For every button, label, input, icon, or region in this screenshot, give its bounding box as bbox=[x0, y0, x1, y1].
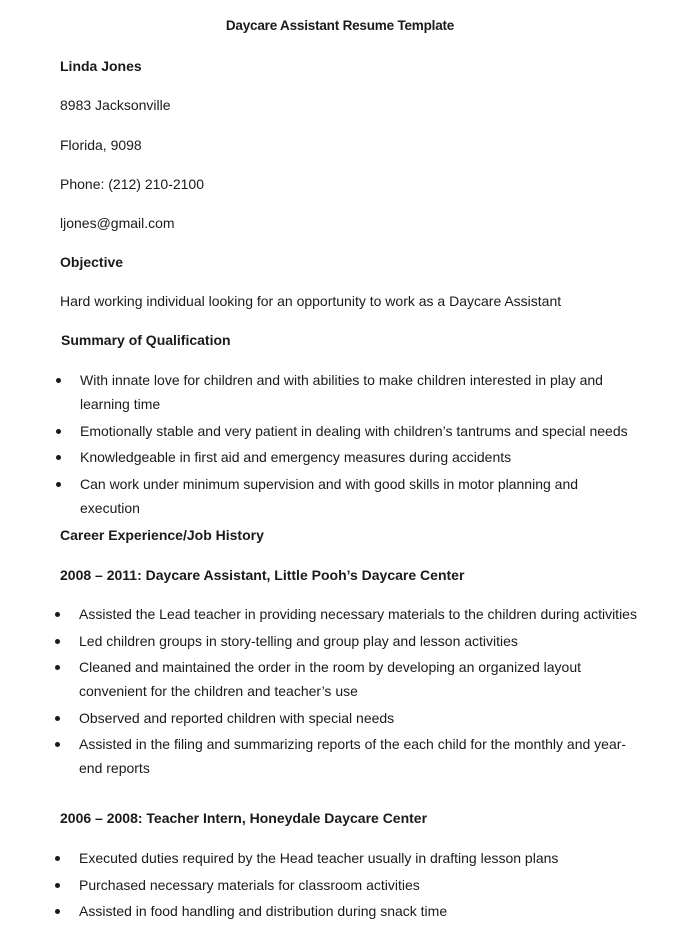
list-item: Executed duties required by the Head teacher usually in drafting lesson plans bbox=[0, 846, 680, 870]
job-title: 2008 – 2011: Daycare Assistant, Little Pooh’s Daycare Center bbox=[60, 567, 465, 583]
list-item: With innate love for children and with abilities to make children interested in play and learning time bbox=[0, 368, 680, 416]
bullet-icon bbox=[55, 742, 60, 747]
bullet-icon bbox=[56, 455, 61, 460]
bullet-icon bbox=[56, 429, 61, 434]
bullet-icon bbox=[56, 378, 61, 383]
job-title: 2006 – 2008: Teacher Intern, Honeydale Daycare Center bbox=[60, 810, 428, 826]
objective-text: Hard working individual looking for an opportunity to work as a Daycare Assistant bbox=[60, 293, 562, 309]
bullet-icon bbox=[55, 665, 60, 670]
document-title: Daycare Assistant Resume Template bbox=[225, 18, 455, 33]
bullet-icon bbox=[55, 612, 60, 617]
bullet-icon bbox=[55, 856, 60, 861]
list-item: Can work under minimum supervision and with good skills in motor planning and execution bbox=[0, 472, 680, 520]
job-duties-list bbox=[0, 846, 680, 926]
list-item: Knowledgeable in first aid and emergency measures during accidents bbox=[0, 445, 680, 469]
list-item: Assisted in food handling and distribution during snack time bbox=[0, 899, 680, 923]
bullet-icon bbox=[56, 482, 61, 487]
objective-heading: Objective bbox=[60, 254, 124, 270]
bullet-icon bbox=[55, 909, 60, 914]
job-duties-list bbox=[0, 602, 680, 783]
list-item: Purchased necessary materials for classroom activities bbox=[0, 873, 680, 897]
list-item: Emotionally stable and very patient in dealing with children’s tantrums and special needs bbox=[0, 419, 680, 443]
address-line-2: Florida, 9098 bbox=[60, 137, 142, 153]
summary-heading: Summary of Qualification bbox=[61, 332, 231, 348]
email-address: ljones@gmail.com bbox=[60, 215, 175, 231]
list-item: Observed and reported children with special needs bbox=[0, 706, 680, 730]
list-item: Cleaned and maintained the order in the room by developing an organized layout convenient for the children and teacher’s use bbox=[0, 655, 680, 703]
summary-list bbox=[0, 368, 680, 522]
list-item: Assisted in the filing and summarizing reports of the each child for the monthly and year-end reports bbox=[0, 732, 680, 780]
address-line-1: 8983 Jacksonville bbox=[60, 97, 171, 113]
bullet-icon bbox=[55, 883, 60, 888]
bullet-icon bbox=[55, 639, 60, 644]
list-item: Assisted the Lead teacher in providing necessary materials to the children during activities bbox=[0, 602, 680, 626]
list-item: Led children groups in story-telling and group play and lesson activities bbox=[0, 629, 680, 653]
experience-heading: Career Experience/Job History bbox=[60, 527, 264, 543]
bullet-icon bbox=[55, 716, 60, 721]
phone-number: Phone: (212) 210-2100 bbox=[60, 176, 204, 192]
candidate-name: Linda Jones bbox=[60, 58, 142, 74]
